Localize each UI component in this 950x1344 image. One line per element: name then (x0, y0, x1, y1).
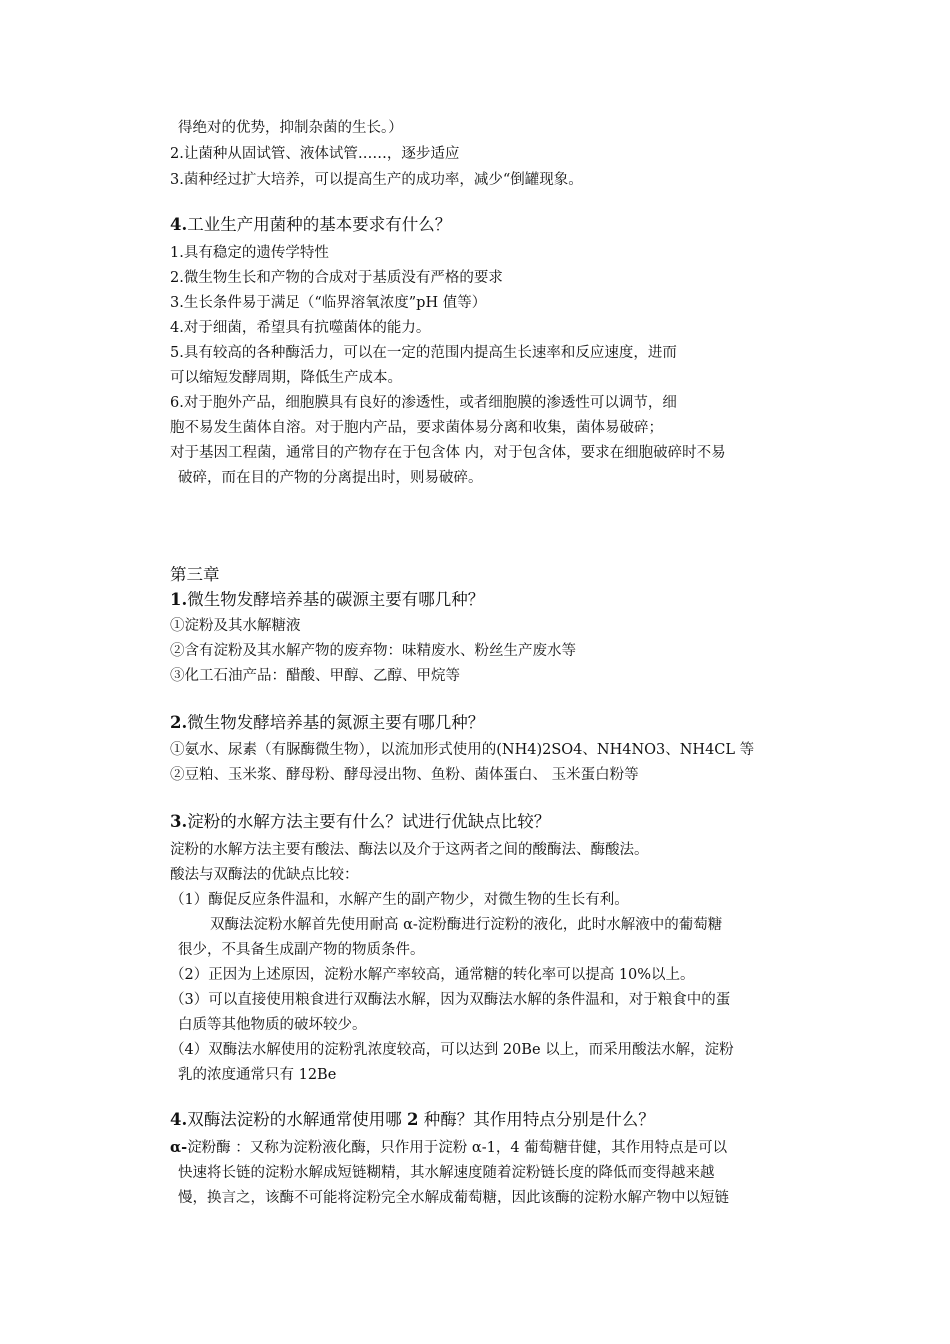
paragraph-line: （3）可以直接使用粮食进行双酶法水解，因为双酶法水解的条件温和，对于粮食中的蛋 (170, 992, 731, 1008)
list-item: ①氨水、尿素（有脲酶微生物），以流加形式使用的(NH4)2SO4、NH4NO3、NH4CL 等 (170, 742, 755, 758)
question-title: 工业生产用菌种的基本要求有什么？ (187, 215, 452, 234)
question-heading (170, 590, 820, 610)
question-heading (170, 1110, 820, 1130)
list-item: 2.微生物生长和产物的合成对于基质没有严格的要求 (170, 270, 503, 286)
question-title: 微生物发酵培养基的碳源主要有哪几种？ (187, 590, 485, 609)
list-item: 6.对于胞外产品，细胞膜具有良好的渗透性，或者细胞膜的渗透性可以调节，细 (170, 395, 677, 411)
list-item: ①淀粉及其水解糖液 (170, 618, 301, 634)
paragraph-line: （4）双酶法水解使用的淀粉乳浓度较高，可以达到 20Be 以上，而采用酸法水解，淀粉 (170, 1042, 734, 1058)
question-number: 2. (170, 713, 188, 732)
list-item: 1.具有稳定的遗传学特性 (170, 245, 329, 261)
list-item: ②含有淀粉及其水解产物的废弃物：味精废水、粉丝生产废水等 (170, 643, 576, 659)
chapter-title: 第三章 (170, 565, 220, 584)
paragraph-line: 酸法与双酶法的优缺点比较： (170, 867, 359, 883)
paragraph-line: （2）正因为上述原因，淀粉水解产率较高，通常糖的转化率可以提高 10%以上。 (170, 967, 695, 983)
question-number: 3. (170, 812, 188, 831)
question-number: 1. (170, 590, 188, 609)
list-item: 可以缩短发酵周期，降低生产成本。 (170, 370, 402, 386)
question-number: 4. (170, 215, 188, 234)
question-heading (170, 215, 820, 235)
question-number: 4. (170, 1110, 188, 1129)
list-item: 5.具有较高的各种酶活力，可以在一定的范围内提高生长速率和反应速度，进而 (170, 345, 677, 361)
list-item: 4.对于细菌，希望具有抗噬菌体的能力。 (170, 320, 431, 336)
text-line: 得绝对的优势，抑制杂菌的生长。） (178, 120, 403, 136)
question-heading (170, 713, 820, 733)
text-line: 2.让菌种从固试管、液体试管……，逐步适应 (170, 146, 460, 162)
text-line: 3.菌种经过扩大培养，可以提高生产的成功率，减少“倒罐现象。 (170, 172, 583, 188)
paragraph-line: 淀粉的水解方法主要有酸法、酶法以及介于这两者之间的酸酶法、酶酸法。 (170, 842, 649, 858)
paragraph-line: 很少，不具备生成副产物的物质条件。 (178, 942, 425, 958)
paragraph-line: 白质等其他物质的破坏较少。 (178, 1017, 367, 1033)
question-title-part: 种酶？其作用特点分别是什么？ (418, 1110, 655, 1129)
list-item: 3.生长条件易于满足（“临界溶氧浓度”pH 值等） (170, 295, 487, 311)
paragraph-line: 慢，换言之，该酶不可能将淀粉完全水解成葡萄糖，因此该酶的淀粉水解产物中以短链 (178, 1190, 729, 1206)
question-heading (170, 812, 820, 832)
list-item: ③化工石油产品：醋酸、甲醇、乙醇、甲烷等 (170, 668, 460, 684)
list-item: ②豆粕、玉米浆、酵母粉、酵母浸出物、鱼粉、菌体蛋白、 玉米蛋白粉等 (170, 767, 639, 783)
paragraph-line: 乳的浓度通常只有 12Be (178, 1067, 337, 1083)
question-title-part: 双酶法淀粉的水解通常使用哪 (187, 1110, 407, 1129)
question-title: 微生物发酵培养基的氮源主要有哪几种？ (187, 713, 485, 732)
question-title-number: 2 (406, 1110, 419, 1129)
list-item: 胞不易发生菌体自溶。对于胞内产品，要求菌体易分离和收集，菌体易破碎； (170, 420, 663, 436)
alpha-prefix: α- (170, 1139, 188, 1156)
paragraph-line: （1）酶促反应条件温和，水解产生的副产物少，对微生物的生长有利。 (170, 892, 629, 908)
question-title: 淀粉的水解方法主要有什么？试进行优缺点比较？ (187, 812, 551, 831)
paragraph-line: 快速将长链的淀粉水解成短链糊精，其水解速度随着淀粉链长度的降低而变得越来越 (178, 1165, 715, 1181)
list-item: 对于基因工程菌，通常目的产物存在于包含体 内，对于包含体，要求在细胞破碎时不易 (170, 445, 726, 461)
list-item: 破碎，而在目的产物的分离提出时，则易破碎。 (178, 470, 483, 486)
paragraph-line: 双酶法淀粉水解首先使用耐高 α-淀粉酶进行淀粉的液化，此时水解液中的葡萄糖 (210, 917, 723, 933)
paragraph-text: 淀粉酶 ：又称为淀粉液化酶，只作用于淀粉 α-1，4 葡萄糖苷健，其作用特点是可以 (187, 1140, 728, 1156)
paragraph-line (170, 1138, 820, 1158)
